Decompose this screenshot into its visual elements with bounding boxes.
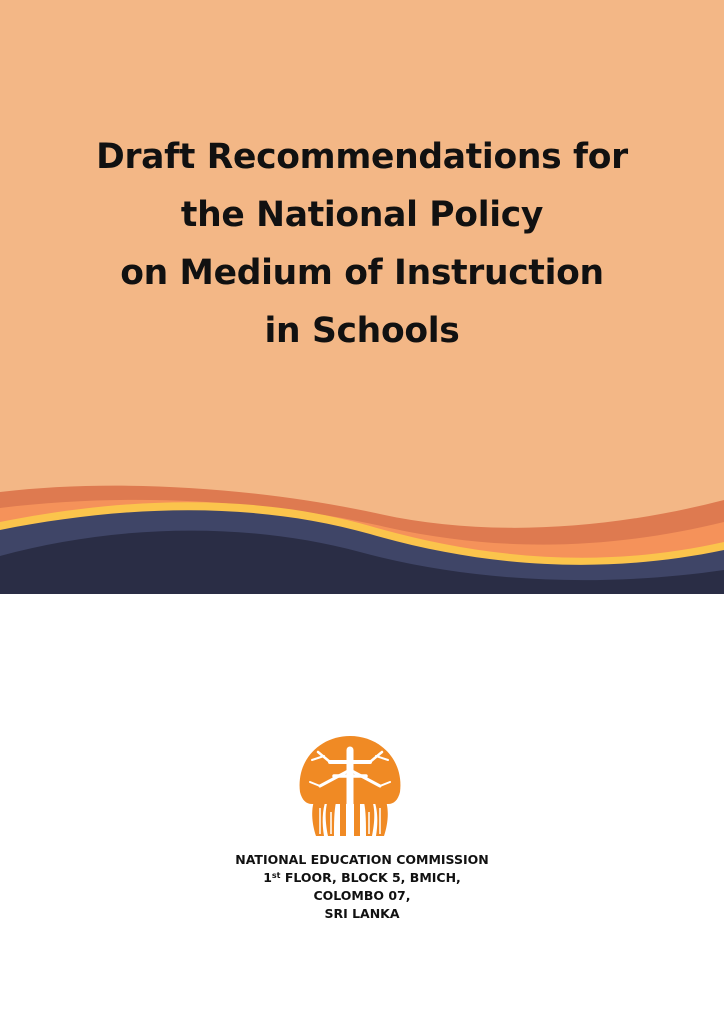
address-country: SRI LANKA [324,906,400,921]
floor-rest: FLOOR, BLOCK 5, BMICH, [280,870,461,885]
address-floor-line [160,869,564,887]
address-organization: NATIONAL EDUCATION COMMISSION [235,852,489,867]
document-title [40,128,684,360]
address-city: COLOMBO 07, [313,888,411,903]
decorative-wave-band [0,470,724,594]
publisher-address [160,851,564,923]
title-line-1: Draft Recommendations for [96,137,628,177]
title-line-3: on Medium of Instruction [120,253,604,293]
banyan-tree-icon [296,734,404,838]
title-line-4: in Schools [264,311,460,351]
floor-suffix: st [271,871,281,880]
title-line-2: the National Policy [180,195,544,235]
floor-number: 1 [263,870,272,885]
